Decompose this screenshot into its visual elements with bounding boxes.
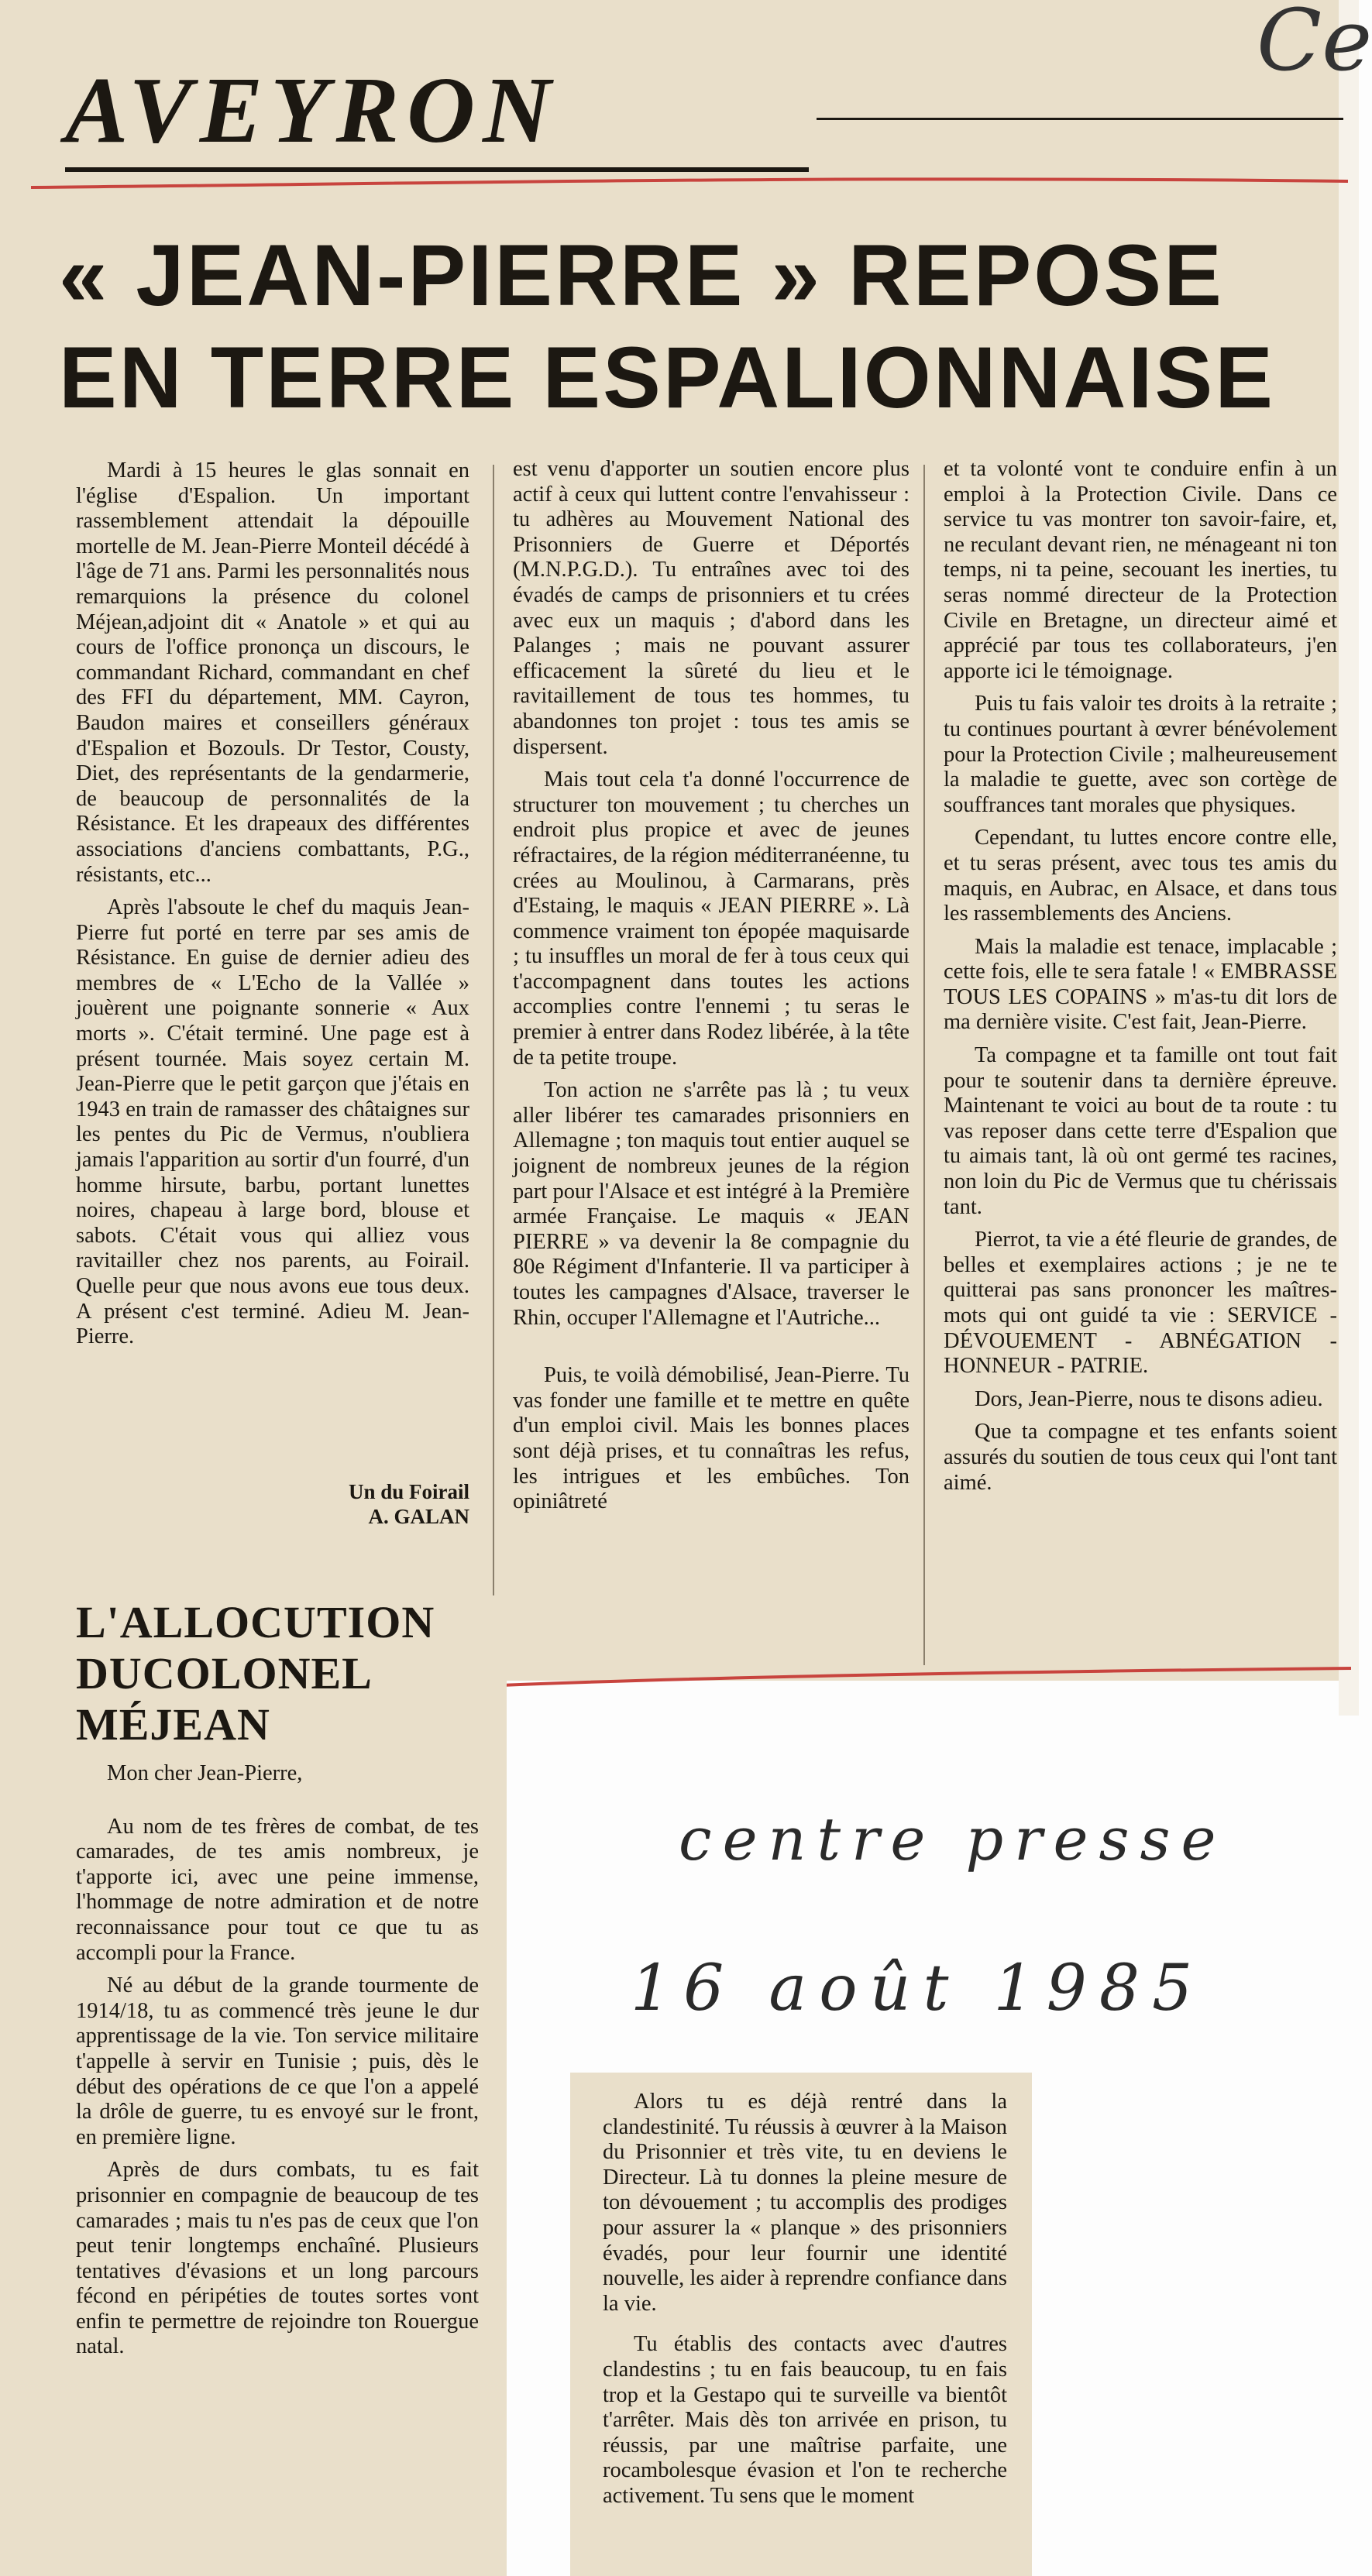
paragraph: Dors, Jean-Pierre, nous te disons adieu. bbox=[975, 1386, 1323, 1411]
paragraph: Puis tu fais valoir tes droits à la retraite ; tu continues pourtant à œvrer bénévolement pour la Protection Civile ; malheureusement la maladie te guette, avec son cortège de souffrances tant morales que physiques. bbox=[944, 692, 1337, 817]
paragraph: Puis, te voilà démobilisé, Jean-Pierre. Tu vas fonder une famille et te mettre en quête d'un emploi civil. Mais les bonnes places sont déjà prises, et tu connaîtras les refus, les intrigues et les embûches. Ton opiniâtreté bbox=[513, 1363, 910, 1514]
greeting: Mon cher Jean-Pierre, bbox=[107, 1761, 303, 1785]
paragraph: Ton action ne s'arrête pas là ; tu veux aller libérer tes camarades prisonniers en Allemagne ; ton maquis tout entier auquel se joignent de nombreux jeunes de la région part pour l'Alsace et est intégré à la Première armée Française. Le maquis « JEAN PIERRE » va devenir la 8e compagnie du 80e Régiment d'Infanterie. Il va participer à toutes les campagnes d'Alsace, traverser le Rhin, occuper l'Allemagne et l'Autriche... bbox=[513, 1078, 910, 1330]
paragraph: Après l'absoute le chef du maquis Jean-Pierre fut porté en terre par ses amis de Résistance. En guise de dernier adieu des membres de « L'Echo de la Vallée » jouèrent une poignante sonnerie « Aux morts ». C'était terminé. Une page est à présent tournée. Mais soyez certain M. Jean-Pierre que le petit garçon que j'étais en 1943 en train de ramasser des châtaignes sur les pentes du Pic de Vermus, n'oubliera jamais l'apparition au sortir d'un fourré, d'un homme hirsute, barbu, portant lunettes noires, chapeau à large bord, blouse et sabots. C'était vous qui alliez vous ravitailler chez nos parents, au Foirail. Quelle peur que nous avons eue tous deux. A présent c'est terminé. Adieu M. Jean-Pierre. bbox=[76, 895, 469, 1349]
headline-line-1: « JEAN-PIERRE » REPOSE bbox=[59, 227, 1224, 324]
red-pencil-line-bottom bbox=[499, 1665, 1359, 1696]
column-divider bbox=[493, 465, 494, 1665]
allocution-title-line-1: L'ALLOCUTION bbox=[76, 1597, 435, 1647]
article-column-3 bbox=[944, 457, 1337, 1496]
signature bbox=[76, 1479, 500, 1529]
paragraph: Alors tu es déjà rentré dans la clandestinité. Tu réussis à œuvrer à la Maison du Prisonnier et très vite, tu en deviens le Directeur. Là tu donnes la pleine mesure de ton dévouement ; tu accomplis des prodiges pour assurer la « planque » des prisonniers évadés, pour leur fournir une identité nouvelle, les aider à reprendre confiance dans la vie. bbox=[603, 2090, 1007, 2316]
paragraph: Après de durs combats, tu es fait prisonnier en compagnie de beaucoup de tes camarades ; mais tu n'es pas de ceux que l'on peut tenir longtemps enchaîné. Plusieurs tentatives d'évasions et un long parcours fécond en péripéties de toutes sortes vont enfin te permettre de rejoindre ton Rouergue natal. bbox=[76, 2158, 479, 2359]
section-title: AVEYRON bbox=[65, 58, 559, 163]
continuation-text bbox=[603, 2090, 1007, 2509]
headline-line-2: EN TERRE ESPALIONNAISE bbox=[59, 329, 1275, 426]
red-pencil-line-top bbox=[0, 170, 1359, 194]
paragraph: Tu établis des contacts avec d'autres clandestins ; tu en fais beaucoup, tu en fais trop et la Gestapo qui te surveille va bientôt t'arrêter. Mais dès ton arrivée en prison, tu réussis, par une maîtrise parfaite, une rocambolesque évasion et l'on te recherche activement. Tu sens que le moment bbox=[603, 2332, 1007, 2508]
paragraph: est venu d'apporter un soutien encore plus actif à ceux qui luttent contre l'envahisseur : tu adhères au Mouvement National des Prisonniers de Guerre et Déportés (M.N.P.G.D.). Tu entraînes avec toi des évadés de camps de prisonniers et tu crées avec eux un maquis ; d'abord dans les Palanges ; mais ne pouvant assurer efficacement la sûreté du lieu et le ravitaillement de tous tes hommes, tu abandonnes ton projet : tous tes amis se dispersent. bbox=[513, 457, 910, 759]
article-column-2 bbox=[513, 457, 910, 1515]
handwritten-source: centre presse bbox=[679, 1805, 1227, 1874]
paragraph: Cependant, tu luttes encore contre elle, et tu seras présent, avec tous tes amis du maquis, en Aubrac, en Alsace, et dans tous les rassemblements des Anciens. bbox=[944, 826, 1337, 926]
article-column-1 bbox=[76, 459, 469, 1350]
signature-line-2: A. GALAN bbox=[368, 1505, 469, 1528]
paragraph: Au nom de tes frères de combat, de tes camarades, de tes amis nombreux, je t'apporte ici, avec une peine immense, l'hommage de notre admiration et de notre reconnaissance pour tout ce que tu as accompli pour la France. bbox=[76, 1814, 479, 1965]
signature-line-1: Un du Foirail bbox=[348, 1480, 469, 1503]
allocution-title-line-3: MÉJEAN bbox=[76, 1699, 270, 1750]
section-rule-thin bbox=[817, 118, 1343, 120]
paragraph: Mais la maladie est tenace, implacable ; cette fois, elle te sera fatale ! « EMBRASSE TOUS LES COPAINS » m'as-tu dit lors de ma dernière visite. C'est fait, Jean-Pierre. bbox=[944, 934, 1337, 1035]
paragraph: Né au début de la grande tourmente de 1914/18, tu as commencé très jeune le dur apprentissage de la vie. Ton service militaire t'appelle à servir en Tunisie ; puis, dès le début des opérations de ce que l'on a appelé la drôle de guerre, tu es envoyé sur le front, en première ligne. bbox=[76, 1973, 479, 2149]
paragraph: Pierrot, ta vie a été fleurie de grandes, de belles et exemplaires actions ; je ne te quitterai pas sans prononcer les maîtres-mots qui ont guidé ta vie : SERVICE - DÉVOUEMENT - ABNÉGATION - HONNEUR - PATRIE. bbox=[944, 1228, 1337, 1379]
corner-handwriting: Ce bbox=[1257, 0, 1372, 90]
paragraph: Ta compagne et ta famille ont tout fait pour te soutenir dans ta dernière épreuve. Maintenant te voici au bout de ta route : tu vas reposer dans cette terre d'Espalion que tu aimais tant, là où ont germé tes racines, non loin du Pic de Vermus que tu chérissais tant. bbox=[944, 1043, 1337, 1219]
paragraph: Mardi à 15 heures le glas sonnait en l'église d'Espalion. Un important rassemblement attendait la dépouille mortelle de M. Jean-Pierre Monteil décédé à l'âge de 71 ans. Parmi les personnalités nous remarquions la présence du colonel Méjean,adjoint dit « Anatole » et qui au cours de l'office prononça un discours, le commandant Richard, commandant en chef des FFI du département, MM. Cayron, Baudon maires et conseillers généraux d'Espalion et Bozouls. Dr Testor, Cousty, Diet, des représentants de la gendarmerie, de beaucoup de personnalités de la Résistance. Et les drapeaux des différentes associations d'anciens combattants, P.G., résistants, etc... bbox=[76, 459, 469, 887]
allocution-title bbox=[76, 1597, 435, 1750]
handwritten-date: 16 août 1985 bbox=[631, 1952, 1205, 2025]
allocution-text bbox=[76, 1761, 479, 2360]
paragraph: Mais tout cela t'a donné l'occurrence de structurer ton mouvement ; tu cherches un endroit plus propice et avec de jeunes réfractaires, de la région méditerranéenne, tu crées au Moulinou, à Carmarans, près d'Estaing, le maquis « JEAN PIERRE ». Là commence vraiment ton épopée maquisarde ; tu insuffles un moral de fer à tous ceux qui t'accompagnent dans toutes les actions accomplies contre l'ennemi ; tu seras le premier à entrer dans Rodez libérée, à la tête de ta petite troupe. bbox=[513, 768, 910, 1070]
paragraph: Que ta compagne et tes enfants soient assurés du soutien de tous ceux qui l'ont tant aimé. bbox=[944, 1420, 1337, 1495]
paragraph: et ta volonté vont te conduire enfin à un emploi à la Protection Civile. Dans ce service tu vas montrer ton savoir-faire, et, ne reculant devant rien, ne ménageant ni ton temps, ni ta peine, secouant les inerties, tu seras nommé directeur de la Protection Civile en Bretagne, un directeur aimé et apprécié par tous tes collaborateurs, j'en apporte ici le témoignage. bbox=[944, 457, 1337, 683]
right-strip bbox=[1339, 0, 1359, 1716]
column-divider bbox=[923, 465, 925, 1665]
allocution-title-line-2: DUCOLONEL bbox=[76, 1648, 373, 1698]
